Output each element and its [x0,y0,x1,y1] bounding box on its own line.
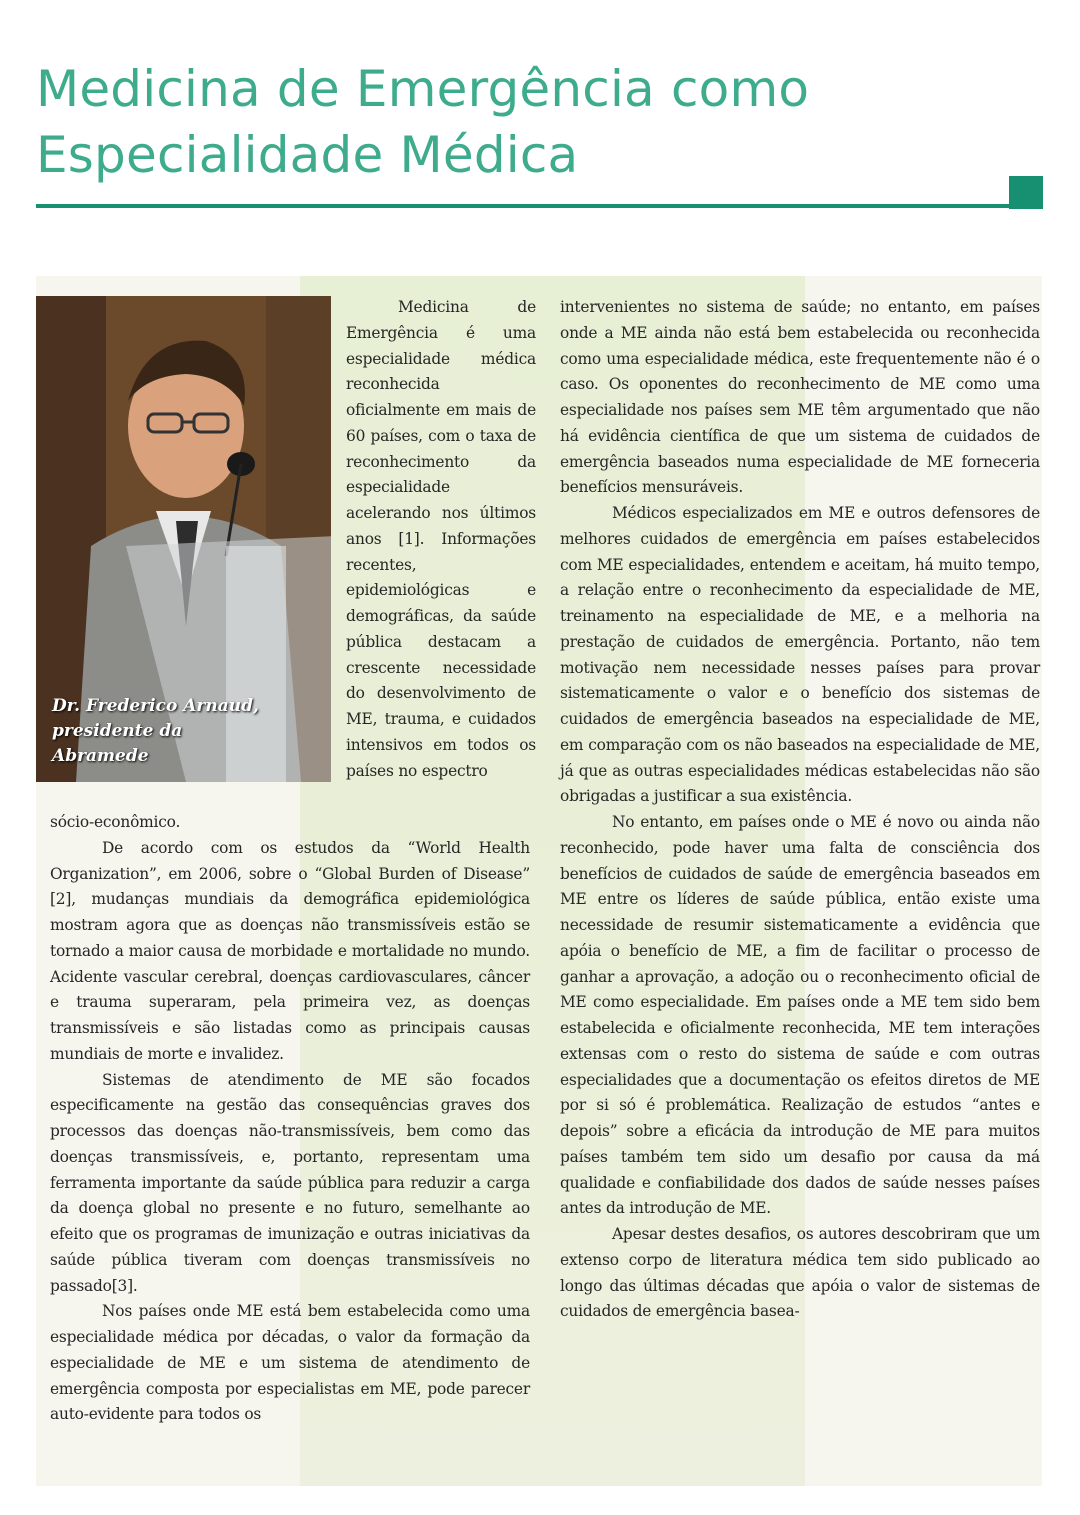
speaker-photo [36,296,331,782]
paragraph-4-continued: intervenientes no sistema de saúde; no entanto, em países onde a ME ainda não está bem estabelecida ou reconhecida como uma especialidade médica, este frequentemente não é o caso. Os oponentes do reconhecimento de ME como uma especialidade nos países sem ME têm argumentado que não há evidência científica de que um sistema de cuidados de emergência baseados numa especialidade de ME forneceria benefícios mensuráveis. [560,298,1040,497]
left-column [50,810,530,1428]
intro-paragraph: Medicina de Emergência é uma especialidade médica reconhecida oficialmente em mais de 60 países, com o taxa de reconhecimento da especialidade acelerando nos últimos anos [1]. Informações recentes, epidemiológicas e demográficas, da saúde pública destacam a crescente necessidade do desenvolvimento de ME, trauma, e cuidados intensivos em todos os países no espectro [346,298,536,780]
paragraph-6: No entanto, em países onde o ME é novo ou ainda não reconhecido, pode haver uma falta de consciência dos benefícios de cuidados de saúde de emergência baseados em ME entre os líderes de saúde pública, então existe uma necessidade de resumir sistematicamente a evidência que apóia o benefício de ME, a fim de facilitar o processo de ganhar a aprovação, a adoção ou o reconhecimento oficial de ME como especialidade. Em países onde a ME tem sido bem estabelecida e oficialmente reconhecida, ME tem interações extensas com o resto do sistema de saúde e com outras especialidades que a documentação os efeitos diretos de ME por si só é problemática. Realização de estudos “antes e depois” sobre a eficácia da introdução de ME para muitos países também tem sido um desafio por causa da má qualidade e confiabilidade dos dados de saúde nesses países antes da introdução de ME. [560,813,1040,1218]
caption-line-2: presidente da [52,721,183,741]
title-rule-square [1009,176,1043,209]
title-line-1: Medicina de Emergência como [36,60,810,118]
scanned-article-page [36,276,1042,1486]
caption-line-1: Dr. Frederico Arnaud, [52,696,259,716]
article-title [36,56,996,188]
photo-caption [52,694,322,769]
caption-line-3: Abramede [52,746,149,766]
title-rule [36,204,1014,208]
paragraph-5: Médicos especializados em ME e outros defensores de melhores cuidados de emergência em países estabelecidos com ME especialidades, entendem e aceitam, há muito tempo, a relação entre o reconhecimento da especialidade de ME, treinamento na especialidade de ME, e a melhoria na prestação de cuidados de emergência. Portanto, não tem motivação nem necessidade nesses países para provar sistematicamente o valor e o benefício dos sistemas de cuidados de emergência baseados na especialidade de ME, em comparação com os não baseados na especialidade de ME, já que as outras especialidades médicas estabelecidas não são obrigadas a justificar a sua existência. [560,504,1040,806]
intro-column [346,295,536,784]
right-column [560,295,1040,1325]
paragraph-3: Sistemas de atendimento de ME são focados especificamente na gestão das consequências graves dos processos das doenças não-transmissíveis, bem como das doenças transmissíveis, e, portanto, representam uma ferramenta importante da saúde pública para reduzir a carga da doença global no presente e no futuro, semelhante ao efeito que os programas de imunização e outras iniciativas da saúde pública tiveram com doenças transmissíveis no passado[3]. [50,1070,530,1295]
paragraph-7: Apesar destes desafios, os autores descobriram que um extenso corpo de literatura médica tem sido publicado ao longo das últimas décadas que apóia o valor de sistemas de cuidados de emergência basea- [560,1225,1040,1321]
intro-end: sócio-econômico. [50,813,181,831]
paragraph-4: Nos países onde ME está bem estabelecida como uma especialidade médica por décadas, o valor da formação da especialidade de ME e um sistema de atendimento de emergência composta por especialistas em ME, pode parecer auto-evidente para todos os [50,1302,530,1424]
title-line-2: Especialidade Médica [36,126,579,184]
paragraph-2: De acordo com os estudos da “World Health Organization”, em 2006, sobre o “Global Burden of Disease” [2], mudanças mundiais da demográfica epidemiológica mostram agora que as doenças não transmissíveis estão se tornado a maior causa de morbidade e mortalidade no mundo. Acidente vascular cerebral, doenças cardiovasculares, câncer e trauma superaram, pela primeira vez, as doenças transmissíveis e são listadas como as principais causas mundiais de morte e invalidez. [50,838,530,1063]
